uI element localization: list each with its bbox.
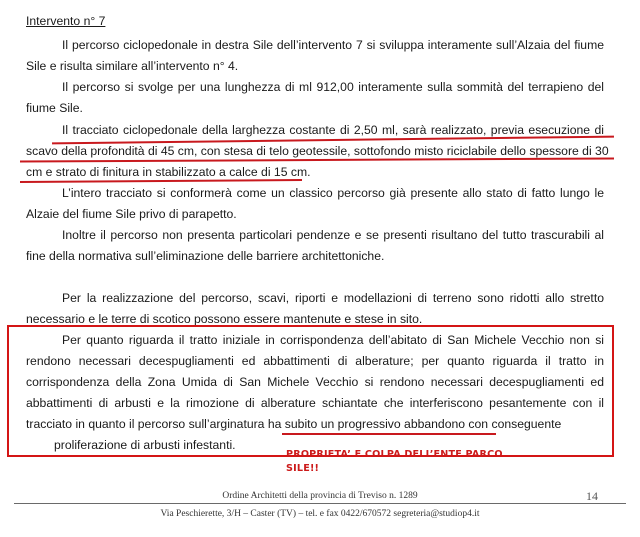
highlighted-phrase: ha subito un progressivo abbandono	[267, 417, 466, 431]
footer-divider	[14, 503, 626, 504]
red-underline	[282, 433, 496, 435]
text-segment: tracciato in quanto il percorso sull’arginatura	[26, 417, 268, 431]
text-line: proliferazione di arbusti infestanti.	[54, 438, 236, 452]
text-line: Il percorso ciclopedonale in destra Sile dell’intervento 7 si sviluppa interamente sull’Alzaia del fiume	[62, 38, 604, 52]
annotation-line: PROPRIETA’ E COLPA DELL’ENTE PARCO	[286, 449, 503, 460]
text-line: Inoltre il percorso non presenta particolari pendenze e se presenti risultano del tutto trascurabili al	[62, 228, 604, 242]
text-line: rendono necessari decespugliamenti ed abbattimenti di alberature; per quanto riguarda il tratto in	[26, 354, 604, 368]
red-annotation	[286, 448, 503, 476]
paragraph-7	[26, 330, 604, 456]
text-line: Per la realizzazione del percorso, scavi, riporti e modellazioni di terreno sono ridotti allo stretto	[62, 291, 604, 305]
paragraph-3	[26, 120, 609, 183]
paragraph-4	[26, 183, 604, 225]
paragraph-6	[26, 288, 604, 330]
text-line: Il percorso si svolge per una lunghezza di ml 912,00 interamente sulla sommità del terrapieno del	[62, 80, 604, 94]
text-line: Il tracciato ciclopedonale della larghezza costante di 2,50 ml, sarà realizzato, previa esecuzione di	[62, 123, 604, 137]
text-line: L’intero tracciato si conformerà come un classico percorso già presente allo stato di fatto lungo le	[62, 186, 604, 200]
footer-organization: Ordine Architetti della provincia di Treviso n. 1289	[222, 491, 418, 501]
footer-address: Via Peschierette, 3/H – Caster (TV) – tel. e fax 0422/670572 segreteria@studiop4.it	[160, 509, 480, 519]
text-line: necessario e le terre di scotico possono essere mantenute e stese in sito.	[26, 312, 423, 326]
section-heading: Intervento n° 7	[26, 14, 106, 28]
text-line: Per quanto riguarda il tratto iniziale in corrispondenza dell’abitato di San Michele Vecchio non si	[62, 333, 604, 347]
text-line: Alzaie del fiume Sile privo di parapetto.	[26, 207, 237, 221]
paragraph-2	[26, 77, 604, 119]
paragraph-5	[26, 225, 604, 267]
page-number: 14	[586, 489, 598, 503]
annotation-line: SILE!!	[286, 463, 320, 474]
text-line: corrispondenza della Zona Umida di San Michele Vecchio si rendono necessari decespugliamenti ed	[26, 375, 604, 389]
paragraph-1	[26, 35, 604, 77]
text-line: Sile e risulta similare all’intervento n° 4.	[26, 59, 239, 73]
text-line: cm e strato di finitura in stabilizzato a calce di 15 cm.	[26, 165, 311, 179]
text-line	[26, 414, 604, 435]
text-line: scavo della profondità di 45 cm, con stesa di telo geotessile, sottofondo misto riciclabile dello spessore di 30	[26, 144, 609, 158]
text-line: fiume Sile.	[26, 101, 83, 115]
text-line: fine della normativa sull’eliminazione delle barriere architettoniche.	[26, 249, 385, 263]
text-line: abbattimenti di arbusti e la rimozione di alberature schiantate che interferiscono pesantemente con il	[26, 396, 604, 410]
text-segment: con conseguente	[465, 417, 562, 431]
